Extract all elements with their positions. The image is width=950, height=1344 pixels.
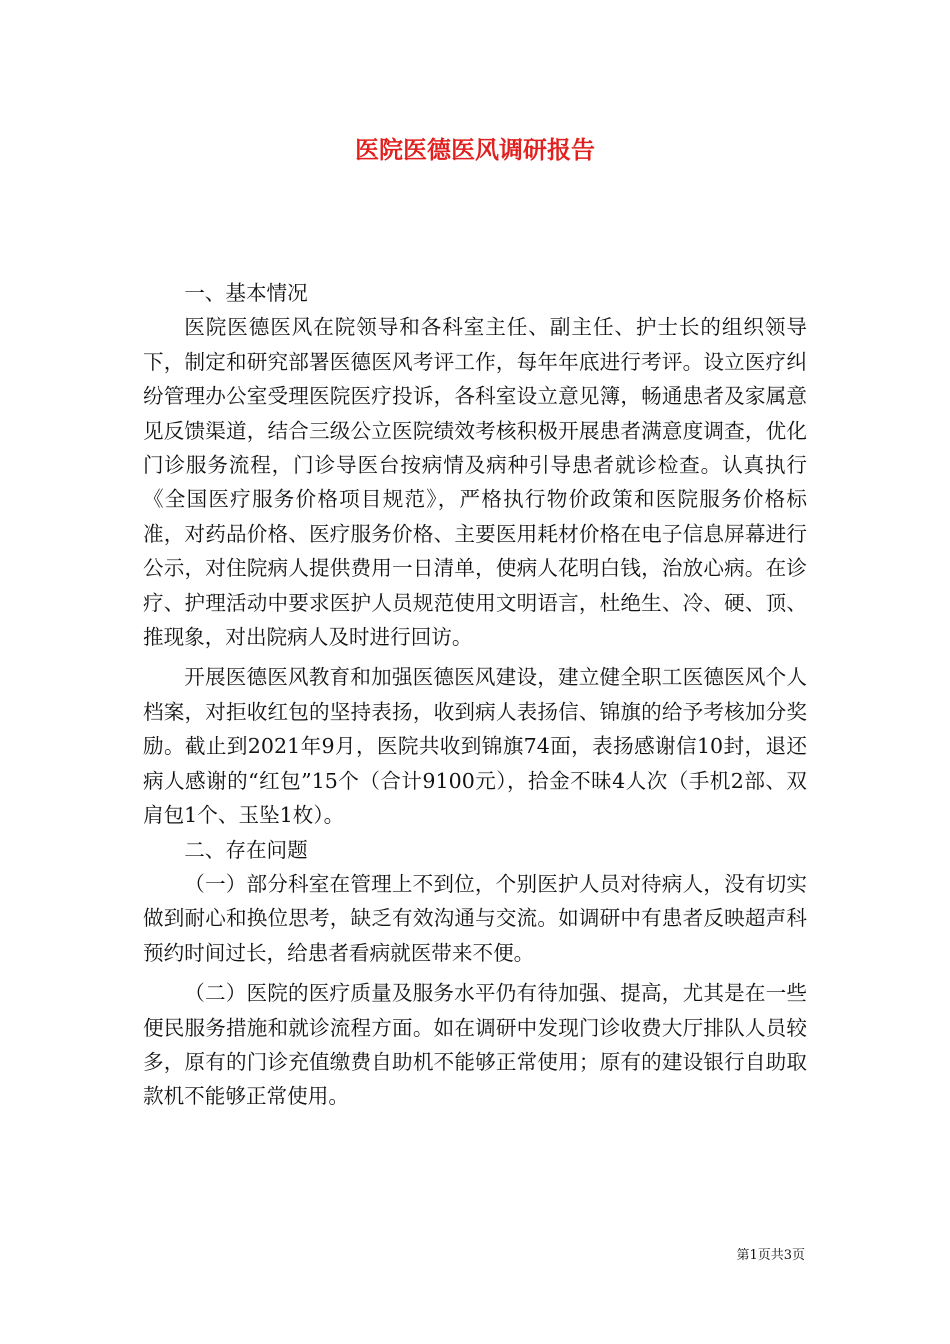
- document-body: [143, 276, 807, 1114]
- paragraph: 开展医德医风教育和加强医德医风建设，建立健全职工医德医风个人档案，对拒收红包的坚持表扬，收到病人表扬信、锦旗的给予考核加分奖励。截止到2021年9月，医院共收到锦旗74面，表扬感谢信10封，退还病人感谢的“红包”15个（合计9100元），拾金不昧4人次（手机2部、双肩包1个、玉坠1枚）。: [143, 665, 807, 828]
- page-number: 第1页共3页: [736, 1248, 805, 1263]
- document-title: 医院医德医风调研报告: [355, 135, 595, 164]
- paragraph: （二）医院的医疗质量及服务水平仍有待加强、提高，尤其是在一些便民服务措施和就诊流程方面。如在调研中发现门诊收费大厅排队人员较多，原有的门诊充值缴费自助机不能够正常使用；原有的建设银行自助取款机不能够正常使用。: [143, 981, 807, 1109]
- paragraph: （一）部分科室在管理上不到位，个别医护人员对待病人，没有切实做到耐心和换位思考，缺乏有效沟通与交流。如调研中有患者反映超声科预约时间过长，给患者看病就医带来不便。: [143, 871, 807, 965]
- paragraph: 医院医德医风在院领导和各科室主任、副主任、护士长的组织领导下，制定和研究部署医德医风考评工作，每年年底进行考评。设立医疗纠纷管理办公室受理医院医疗投诉，各科室设立意见簿，畅通患者及家属意见反馈渠道，结合三级公立医院绩效考核积极开展患者满意度调查，优化门诊服务流程，门诊导医台按病情及病种引导患者就诊检查。认真执行《全国医疗服务价格项目规范》，严格执行物价政策和医院服务价格标准，对药品价格、医疗服务价格、主要医用耗材价格在电子信息屏幕进行公示，对住院病人提供费用一日清单，使病人花明白钱，治放心病。在诊疗、护理活动中要求医护人员规范使用文明语言，杜绝生、冷、硬、顶、推现象，对出院病人及时进行回访。: [143, 315, 807, 650]
- section-heading-basic: 一、基本情况: [184, 281, 308, 305]
- section-heading-problems: 二、存在问题: [184, 837, 308, 862]
